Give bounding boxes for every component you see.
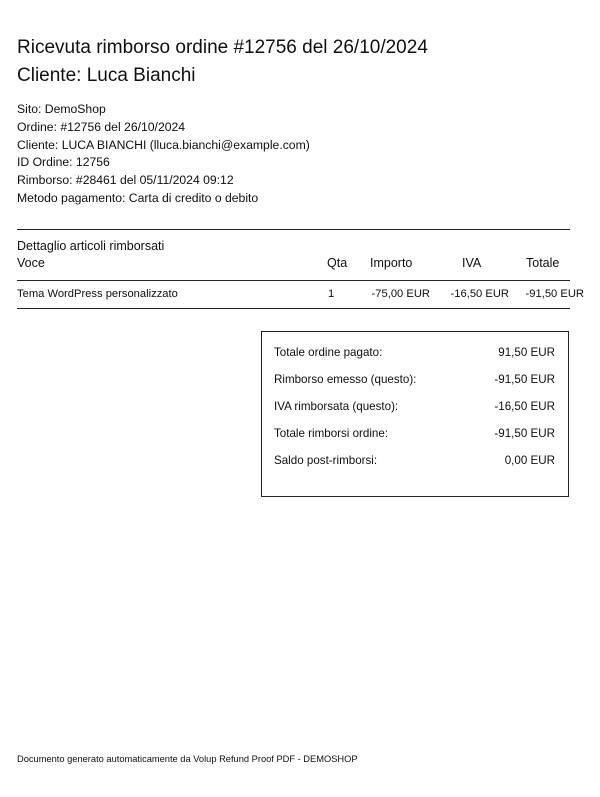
summary-value: -16,50 EUR xyxy=(494,400,555,413)
order-meta xyxy=(17,101,310,208)
receipt-title: Ricevuta rimborso ordine #12756 del 26/10/2024 xyxy=(17,37,428,58)
row-qty: 1 xyxy=(328,288,335,300)
meta-refund: Rimborso: #28461 del 05/11/2024 09:12 xyxy=(17,173,234,188)
section-divider xyxy=(17,229,570,230)
col-header-item: Voce xyxy=(17,256,45,270)
row-total: -91,50 EUR xyxy=(525,288,584,300)
summary-label: Rimborso emesso (questo): xyxy=(274,373,417,386)
refund-summary-box xyxy=(261,331,569,497)
row-vat: -16,50 EUR xyxy=(450,288,509,300)
meta-order-id: ID Ordine: 12756 xyxy=(17,155,110,170)
items-section-title: Dettaglio articoli rimborsati xyxy=(17,239,165,253)
meta-site: Sito: DemoShop xyxy=(17,102,106,116)
summary-label: Totale rimborsi ordine: xyxy=(274,427,389,440)
meta-client: Cliente: LUCA BIANCHI (lluca.bianchi@example.com) xyxy=(17,137,310,152)
summary-label: Saldo post-rimborsi: xyxy=(274,454,378,467)
row-item: Tema WordPress personalizzato xyxy=(17,288,178,300)
col-header-total: Totale xyxy=(526,256,560,270)
summary-value: 91,50 EUR xyxy=(498,346,555,359)
summary-value: -91,50 EUR xyxy=(494,373,555,386)
col-header-qty: Qta xyxy=(327,256,348,270)
summary-value: 0,00 EUR xyxy=(504,454,555,467)
footer-note: Documento generato automaticamente da Volup Refund Proof PDF - DEMOSHOP xyxy=(17,754,358,764)
summary-label: IVA rimborsata (questo): xyxy=(274,400,399,413)
meta-payment: Metodo pagamento: Carta di credito o debito xyxy=(17,190,259,205)
table-header-rule xyxy=(17,280,570,281)
row-amount: -75,00 EUR xyxy=(371,288,430,300)
customer-heading: Cliente: Luca Bianchi xyxy=(17,65,196,86)
summary-label: Totale ordine pagato: xyxy=(274,346,383,359)
table-bottom-rule xyxy=(17,308,570,309)
col-header-vat: IVA xyxy=(462,256,482,270)
meta-order: Ordine: #12756 del 26/10/2024 xyxy=(17,119,186,134)
summary-value: -91,50 EUR xyxy=(494,427,555,440)
col-header-amount: Importo xyxy=(370,256,413,270)
